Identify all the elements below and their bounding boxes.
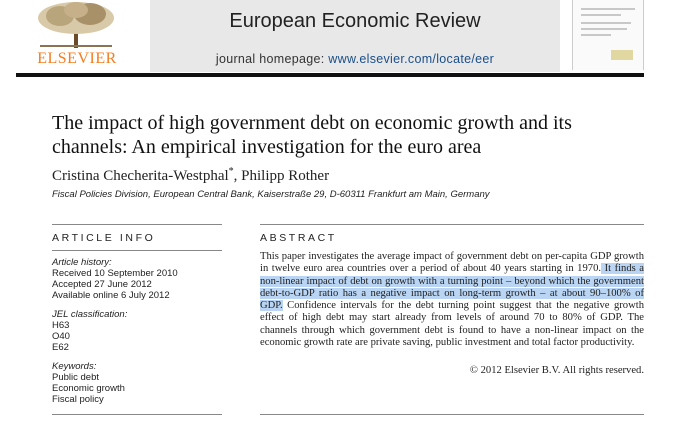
keyword[interactable]: Public debt xyxy=(52,372,100,383)
keyword[interactable]: Economic growth xyxy=(52,383,125,394)
affiliation: Fiscal Policies Division, European Central Bank, Kaiserstraße 29, D-60311 Frankfurt am Main, Germany xyxy=(52,189,490,200)
keywords-label: Keywords: xyxy=(52,361,97,372)
journal-title[interactable]: European Economic Review xyxy=(229,10,481,32)
history-label: Article history: xyxy=(52,257,112,268)
abstract-text-part: Confidence intervals for the debt turning point suggest that the negative growth effect of high debt may start already from levels of around 70 to 80% of GDP. The channels through which government debt is found to have a non-linear impact on the economic growth rate are private saving, public investment and total factor productivity. xyxy=(260,300,644,349)
header-divider xyxy=(16,73,644,77)
received-date: Received 10 September 2010 xyxy=(52,268,178,279)
copyright: © 2012 Elsevier B.V. All rights reserved. xyxy=(469,365,644,376)
homepage-link[interactable]: www.elsevier.com/locate/eer xyxy=(328,52,495,66)
journal-header xyxy=(0,0,680,80)
abstract-bottom-rule xyxy=(260,414,644,415)
journal-panel xyxy=(150,0,560,72)
author-2[interactable]: , Philipp Rother xyxy=(233,168,330,184)
article-info-divider xyxy=(52,250,222,251)
online-date: Available online 6 July 2012 xyxy=(52,290,170,301)
article-info-bottom-rule xyxy=(52,414,222,415)
author-1[interactable]: Cristina Checherita-Westphal xyxy=(52,168,229,184)
abstract-heading: ABSTRACT xyxy=(260,232,337,244)
abstract-text xyxy=(260,251,644,349)
abstract-text-part: This paper investigates the average impact of government debt on per-capita GDP growth in twelve euro area countries over a period of about 40 years starting in 1970. xyxy=(260,251,644,275)
publisher-name: ELSEVIER xyxy=(37,50,117,67)
article-info-heading: ARTICLE INFO xyxy=(52,232,156,244)
corresponding-author-mark[interactable]: * xyxy=(228,166,234,177)
abstract-top-rule xyxy=(260,224,644,225)
abstract-highlighted-text[interactable]: It finds a non-linear impact of debt on growth with a turning point – beyond which the government debt-to-GDP ratio has a negative impact on long-term growth – at about 90–100% of GDP. xyxy=(260,263,645,312)
accepted-date: Accepted 27 June 2012 xyxy=(52,279,152,290)
article-title: The impact of high government debt on economic growth and its channels: An empirical investigation for the euro area xyxy=(52,112,572,158)
journal-cover-thumbnail[interactable] xyxy=(572,0,644,70)
jel-label: JEL classification: xyxy=(52,309,128,320)
elsevier-tree-icon xyxy=(30,0,122,48)
authors xyxy=(52,166,329,185)
homepage-label: journal homepage: xyxy=(215,52,329,66)
jel-code: E62 xyxy=(52,342,69,353)
article-info-top-rule xyxy=(52,224,222,225)
article-info xyxy=(52,257,222,405)
keyword[interactable]: Fiscal policy xyxy=(52,394,104,405)
jel-code: H63 xyxy=(52,320,70,331)
jel-code: O40 xyxy=(52,331,70,342)
journal-homepage xyxy=(150,52,560,66)
elsevier-logo[interactable] xyxy=(16,0,136,72)
